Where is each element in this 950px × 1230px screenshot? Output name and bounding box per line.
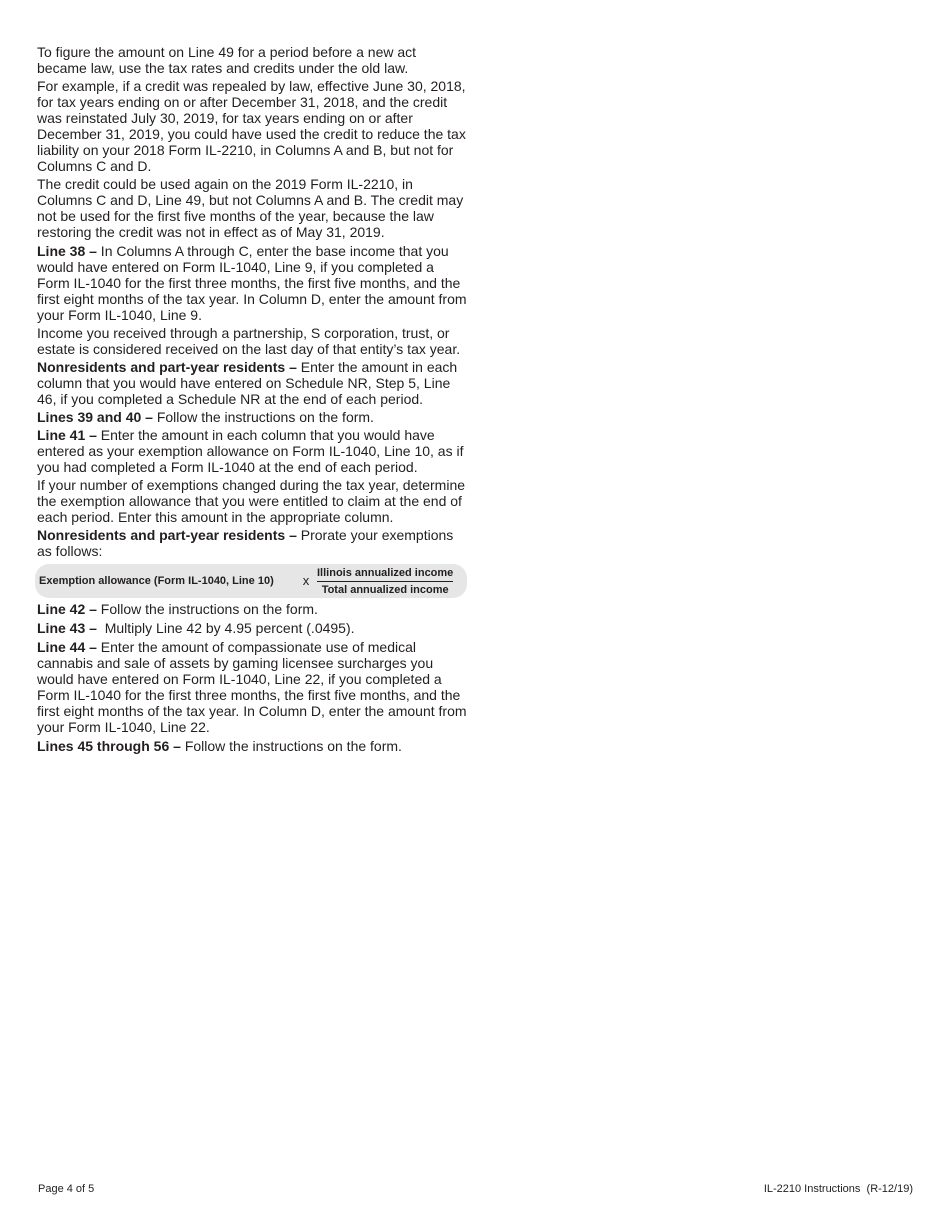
paragraph-exemptions-changed: If your number of exemptions changed during the tax year, determine the exemption allowance that you were entitled to claim at the end of each period. Enter this amount in the appropriate column. <box>37 477 466 525</box>
lines-45-56-label: Lines 45 through 56 – <box>37 738 181 754</box>
paragraph-income: Income you received through a partnership, S corporation, trust, or estate is considered received on the last day of that entity’s tax year. <box>37 325 461 357</box>
line-41-label: Line 41 – <box>37 427 97 443</box>
paragraph-line-41 <box>37 427 467 475</box>
line-43-text: Multiply Line 42 by 4.95 percent (.0495). <box>96 620 355 636</box>
formula-fraction <box>317 566 453 597</box>
line-41-text: Enter the amount in each column that you would have entered as your exemption allowance on Form IL-1040, Line 10, as if you had completed a Form IL-1040 at the end of each period. <box>37 427 464 475</box>
paragraph-lines-39-40 <box>37 409 467 425</box>
nonresidents-2-text: Prorate your exemptions as follows: <box>37 527 454 559</box>
formula-left-term: Exemption allowance (Form IL-1040, Line 10) <box>39 575 274 587</box>
instructions-column <box>37 44 467 756</box>
line-44-text: Enter the amount of compassionate use of medical cannabis and sale of assets by gaming licensee surcharges you would have entered on Form IL-1040, Line 22, if you completed a Form IL-1040 for the first three months, the first five months, and the first eight months of the tax year. In Column D, enter the amount from your Form IL-1040, Line 22. <box>37 639 467 735</box>
line-42-text: Follow the instructions on the form. <box>96 601 318 617</box>
paragraph-line-38 <box>37 243 467 323</box>
formula-operator: x <box>302 573 310 588</box>
paragraph-line-42 <box>37 601 467 617</box>
nonresidents-1-text: Enter the amount in each column that you would have entered on Schedule NR, Step 5, Line 46, if you completed a Schedule NR at the end of each period. <box>37 359 458 407</box>
paragraph-example: For example, if a credit was repealed by law, effective June 30, 2018, for tax years ending on or after December 31, 2018, and the credit was reinstated July 30, 2019, for tax years ending on or after December 31, 2019, you could have used the credit to reduce the tax liability on your 2018 Form IL-2210, in Columns A and B, but not for Columns C and D. <box>37 78 466 174</box>
formula-denominator: Total annualized income <box>321 583 449 596</box>
paragraph-line-43 <box>37 620 467 636</box>
line-42-label: Line 42 – <box>37 601 97 617</box>
formula-numerator: Illinois annualized income <box>317 566 453 582</box>
paragraph-nonresidents-2 <box>37 527 467 559</box>
nonresidents-2-label: Nonresidents and part-year residents – <box>37 527 297 543</box>
lines-45-56-text: Follow the instructions on the form. <box>180 738 402 754</box>
line-38-text: In Columns A through C, enter the base income that you would have entered on Form IL-1040, Line 9, if you completed a Form IL-1040 for the first three months, the first five months, and the first eight months of the tax year. In Column D, enter the amount from your Form IL-1040, Line 9. <box>37 243 467 323</box>
line-38-label: Line 38 – <box>37 243 97 259</box>
paragraph-old-law: To figure the amount on Line 49 for a period before a new act became law, use the tax rates and credits under the old law. <box>37 44 417 76</box>
paragraph-line-44 <box>37 639 467 735</box>
form-identifier: IL-2210 Instructions (R-12/19) <box>763 1183 913 1195</box>
paragraph-nonresidents-1 <box>37 359 467 407</box>
exemption-formula <box>35 564 467 598</box>
line-44-label: Line 44 – <box>37 639 97 655</box>
page-number: Page 4 of 5 <box>38 1183 95 1195</box>
line-43-label: Line 43 – <box>37 620 97 636</box>
paragraph-credit-again: The credit could be used again on the 2019 Form IL-2210, in Columns C and D, Line 49, but not Columns A and B. The credit may not be used for the first five months of the year, because the law restoring the credit was not in effect as of May 31, 2019. <box>37 176 464 240</box>
lines-39-40-label: Lines 39 and 40 – <box>37 409 153 425</box>
paragraph-lines-45-56 <box>37 738 467 754</box>
lines-39-40-text: Follow the instructions on the form. <box>152 409 374 425</box>
nonresidents-1-label: Nonresidents and part-year residents – <box>37 359 297 375</box>
